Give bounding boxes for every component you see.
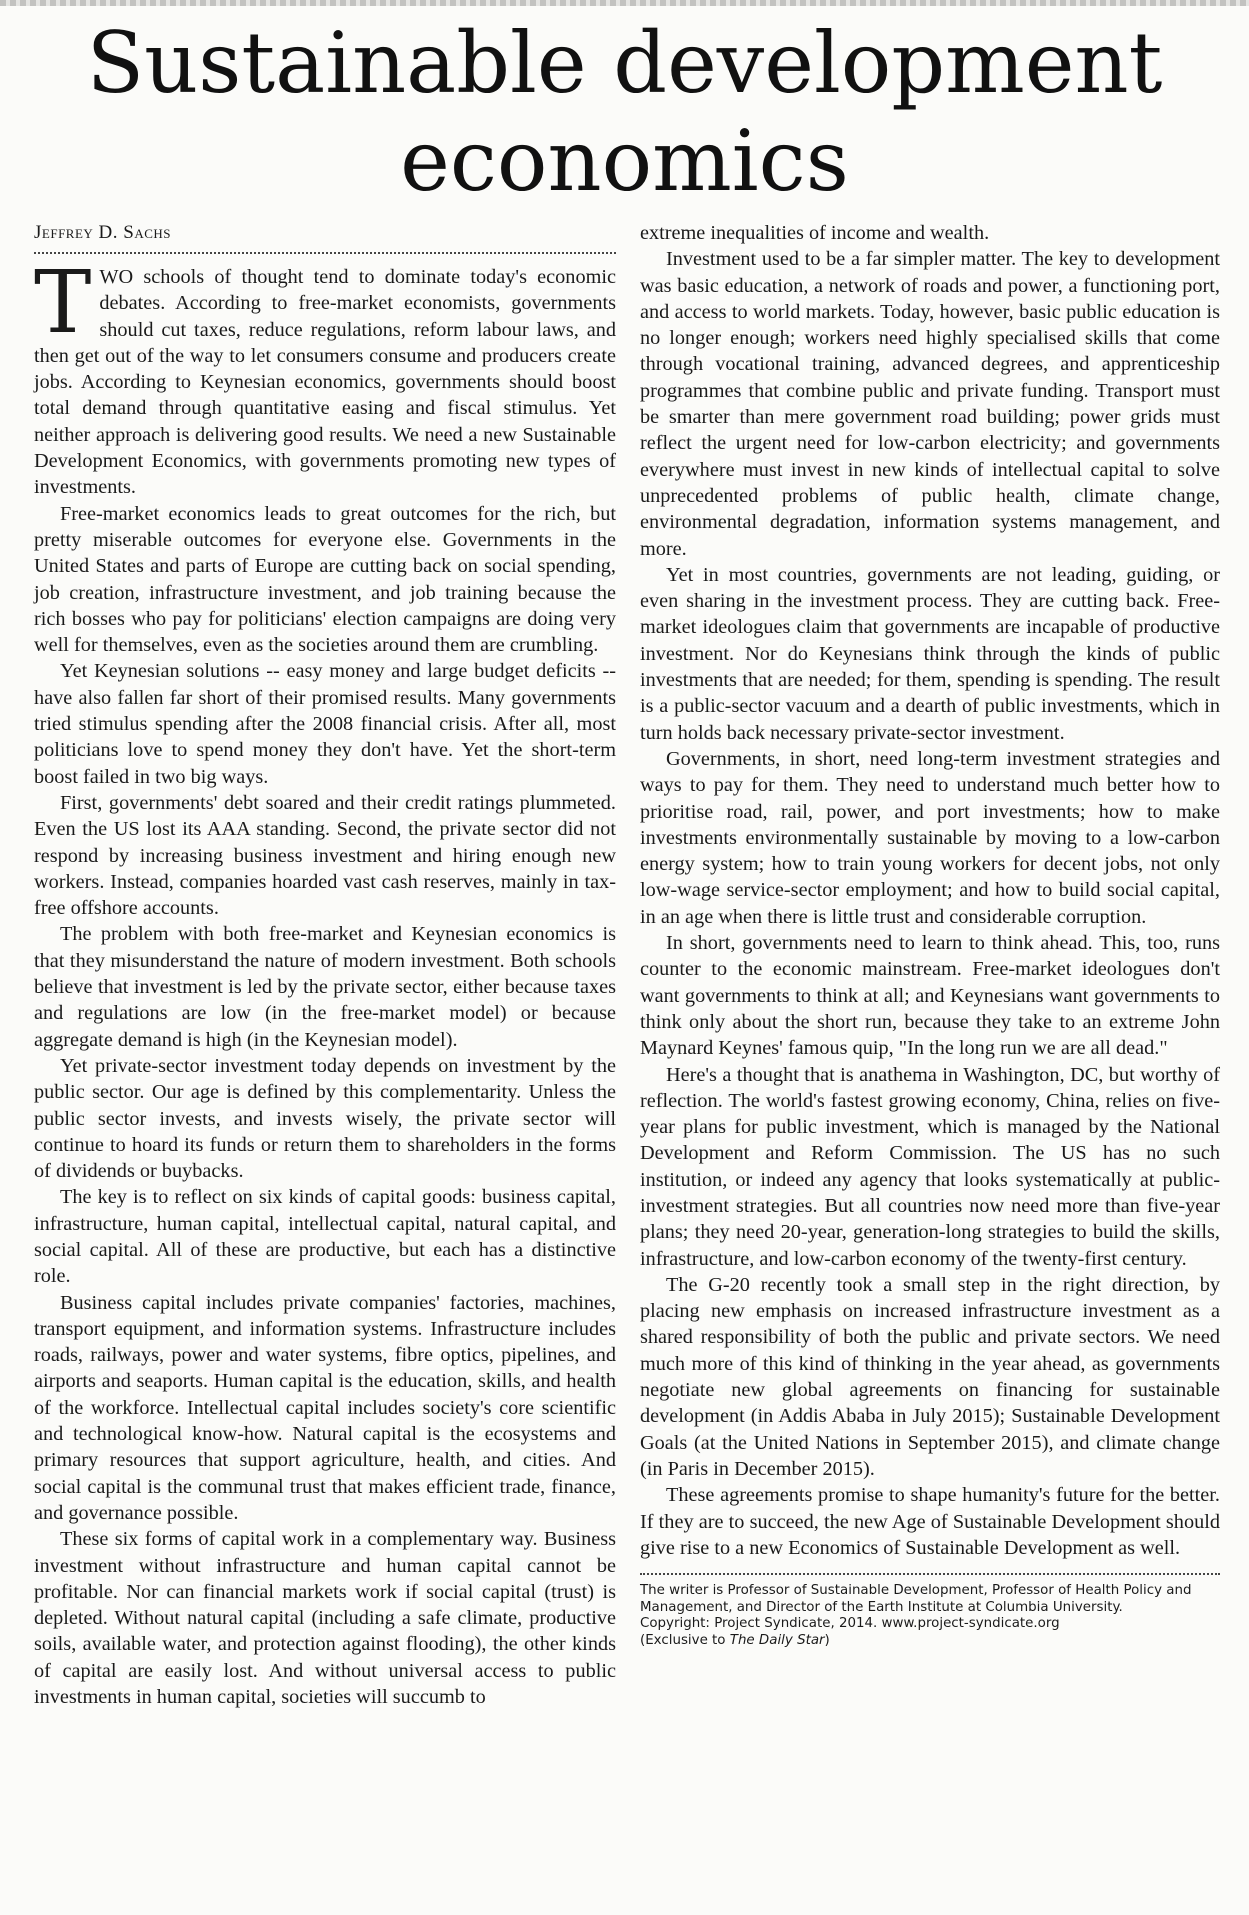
paragraph: Investment used to be a far simpler matter. The key to development was basic education, a network of roads and power, a functioning port, and access to world markets. Today, however, basic public education is no longer enough; workers need highly specialised skills that come through vocational training, advanced degrees, and apprenticeship programmes that combine public and private funding. Transport must be smarter than mere government road building; power grids must reflect the urgent need for low-carbon electricity; and governments everywhere must invest in new kinds of intellectual capital to solve unprecedented problems of public health, climate change, environmental degradation, information systems management, and more. xyxy=(640,248,1220,560)
copyright-line: Copyright: Project Syndicate, 2014. www.project-syndicate.org xyxy=(640,1616,1060,1632)
paragraph: Yet in most countries, governments are not leading, guiding, or even sharing in the investment process. They are cutting back. Free-market ideologues claim that governments are incapable of productive investment. Nor do Keynesians think through the kinds of public investments that are needed; for them, spending is spending. The result is a public-sector vacuum and a dearth of public investments, which in turn holds back necessary private-sector investment. xyxy=(640,563,1220,744)
paragraph: These six forms of capital work in a complementary way. Business investment without infrastructure and human capital cannot be profitable. Nor can financial markets work if social capital (trust) is depleted. Without natural capital (including a safe climate, productive soils, available water, and protection against flooding), the other kinds of capital are easily lost. And without universal access to public investments in human capital, societies will succumb to xyxy=(34,1528,616,1709)
left-column xyxy=(34,222,616,1710)
top-rule xyxy=(0,0,1249,6)
paragraph: Business capital includes private companies' factories, machines, transport equipment, and information systems. Infrastructure includes roads, railways, power and water systems, fibre optics, pipelines, and airports and seaports. Human capital is the education, skills, and health of the workforce. Intellectual capital includes society's core scientific and technological know-how. Natural capital is the ecosystems and primary resources that support agriculture, health, and cities. And social capital is the communal trust that makes efficient trade, finance, and governance possible. xyxy=(34,1291,616,1524)
paragraph: The G-20 recently took a small step in the right direction, by placing new emphasis on increased infrastructure investment as a shared responsibility of both the public and private sectors. We need much more of this kind of thinking in the year ahead, as governments negotiate new global agreements on financing for sustainable development (in Addis Ababa in July 2015); Sustainable Development Goals (at the United Nations in September 2015), and climate change (in Paris in December 2015). xyxy=(640,1273,1220,1480)
right-column xyxy=(640,220,1220,1649)
paragraph: Governments, in short, need long-term investment strategies and ways to pay for them. They need to understand much better how to prioritise road, rail, power, and port investments; how to make investments environmentally sustainable by moving to a low-carbon energy system; how to train young workers for decent jobs, not only low-wage service-sector employment; and how to build social capital, in an age when there is little trust and considerable corruption. xyxy=(640,747,1220,928)
paragraph: The key is to reflect on six kinds of capital goods: business capital, infrastructure, human capital, intellectual capital, natural capital, and social capital. All of these are productive, but each has a distinctive role. xyxy=(34,1186,616,1288)
byline: Jeffrey D. Sachs xyxy=(34,222,172,243)
author-bio: The writer is Professor of Sustainable Development, Professor of Health Policy and Management, and Director of the Earth Institute at Columbia University. xyxy=(640,1583,1192,1615)
paragraph: These agreements promise to shape humanity's future for the better. If they are to succeed, the new Age of Sustainable Development should give rise to a new Economics of Sustainable Development as well. xyxy=(640,1484,1220,1559)
author-footnote xyxy=(640,1573,1220,1649)
paragraph: TWO schools of thought tend to dominate today's economic debates. According to free-market economists, governments should cut taxes, reduce regulations, reform labour laws, and then get out of the way to let consumers consume and producers create jobs. According to Keynesian economics, governments should boost total demand through quantitative easing and fiscal stimulus. Yet neither approach is delivering good results. We need a new Sustainable Development Economics, with governments promoting new types of investments. xyxy=(34,253,616,499)
paragraph: The problem with both free-market and Keynesian economics is that they misunderstand the nature of modern investment. Both schools believe that investment is led by the private sector, either because taxes and regulations are low (in the free-market model) or because aggregate demand is high (in the Keynesian model). xyxy=(34,923,616,1051)
footnote-divider xyxy=(640,1573,1220,1575)
paragraph: First, governments' debt soared and their credit ratings plummeted. Even the US lost its AAA standing. Second, the private sector did not respond by increasing business investment and hiring enough new workers. Instead, companies hoarded vast cash reserves, mainly in tax-free offshore accounts. xyxy=(34,791,616,920)
paragraph: In short, governments need to learn to think ahead. This, too, runs counter to the economic mainstream. Free-market ideologues don't want governments to think at all; and Keynesians want governments to think only about the short run, because they take to an extreme John Maynard Keynes' famous quip, "In the long run we are all dead." xyxy=(640,932,1220,1060)
paragraph: Yet private-sector investment today depends on investment by the public sector. Our age is defined by this complementarity. Unless the public sector invests, and invests wisely, the private sector will continue to hoard its funds or return them to shareholders in the forms of dividends or buybacks. xyxy=(34,1054,616,1183)
newspaper-name: The Daily Star xyxy=(729,1632,825,1648)
paragraph: Here's a thought that is anathema in Washington, DC, but worthy of reflection. The world's fastest growing economy, China, relies on five-year plans for public investment, which is managed by the National Development and Reform Commission. The US has no such institution, or indeed any agency that looks systematically at public-investment strategies. But all countries now need more than five-year plans; they need 20-year, generation-long strategies to build the skills, infrastructure, and low-carbon economy of the twenty-first century. xyxy=(640,1063,1220,1270)
byline-divider xyxy=(34,252,616,254)
paragraph: Free-market economics leads to great outcomes for the rich, but pretty miserable outcomes for everyone else. Governments in the United States and parts of Europe are cutting back on social spending, job creation, infrastructure investment, and job training because the rich bosses who pay for politicians' election campaigns are doing very well for themselves, even as the societies around them are crumbling. xyxy=(34,502,616,657)
drop-cap: T xyxy=(34,253,92,353)
article-headline: Sustainable development economics xyxy=(86,14,1163,210)
paragraph-continuation: extreme inequalities of income and wealth. xyxy=(640,222,990,244)
exclusive-line: (Exclusive to The Daily Star) xyxy=(640,1632,830,1648)
paragraph: Yet Keynesian solutions -- easy money and large budget deficits -- have also fallen far short of their promised results. Many governments tried stimulus spending after the 2008 financial crisis. After all, most politicians love to spend money they don't have. Yet the short-term boost failed in two big ways. xyxy=(34,660,616,788)
